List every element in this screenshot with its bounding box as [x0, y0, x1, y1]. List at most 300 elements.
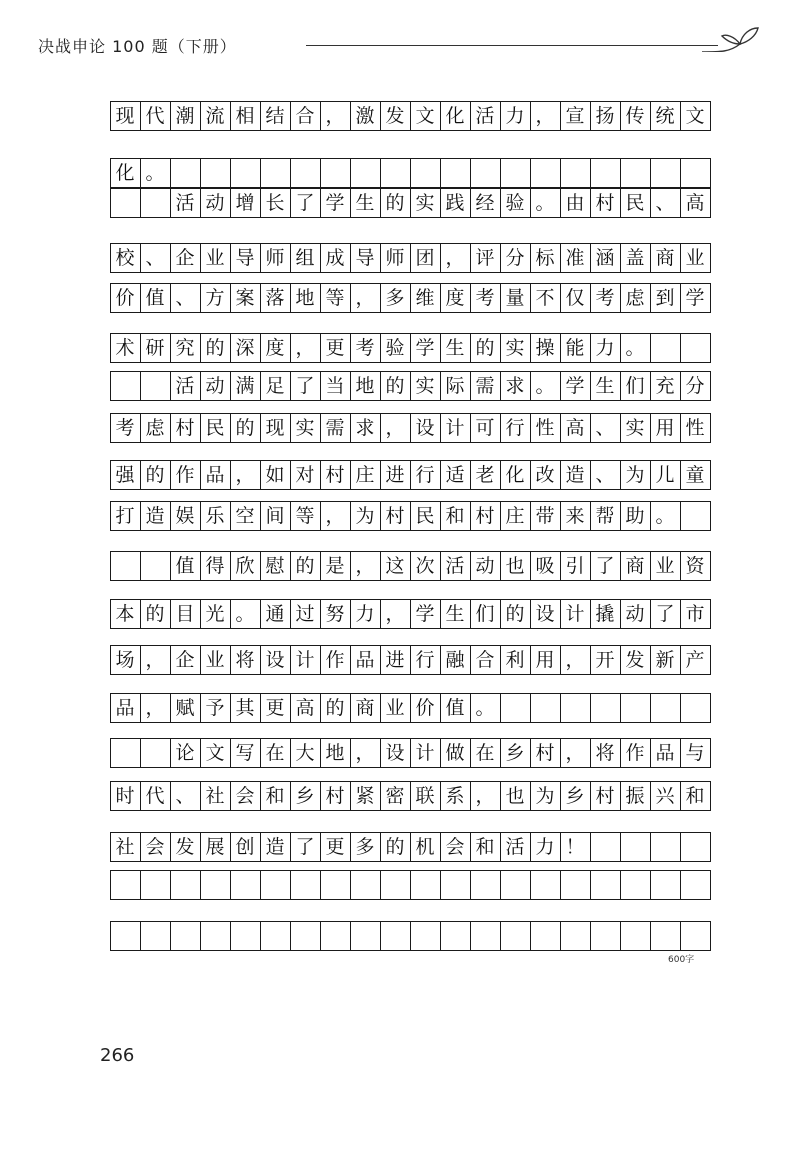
essay-char: 村 — [385, 505, 405, 527]
grid-row — [0, 413, 800, 443]
grid-cell — [230, 158, 261, 188]
essay-char: 价 — [415, 697, 435, 719]
essay-char: 盖 — [625, 247, 645, 269]
essay-char: 、 — [595, 417, 615, 439]
essay-char: 在 — [475, 742, 495, 764]
essay-char: 力 — [535, 836, 555, 858]
essay-char: 撬 — [595, 603, 615, 625]
grid-cell — [440, 921, 471, 951]
essay-char: 的 — [385, 192, 405, 214]
essay-char: 品 — [205, 464, 225, 486]
essay-char: 资 — [685, 555, 705, 577]
essay-char: 。 — [535, 192, 555, 214]
essay-char: 案 — [235, 287, 255, 309]
essay-char: 活 — [475, 105, 495, 127]
grid-cell — [620, 158, 651, 188]
grid-row — [0, 243, 800, 273]
essay-char: 现 — [115, 105, 135, 127]
grid-cell — [650, 693, 681, 723]
essay-char: 的 — [385, 375, 405, 397]
essay-char: 的 — [505, 603, 525, 625]
essay-char: 、 — [595, 464, 615, 486]
word-count-label: 600字 — [668, 955, 695, 965]
grid-cell — [110, 870, 141, 900]
essay-char: 联 — [415, 785, 435, 807]
essay-char: 造 — [565, 464, 585, 486]
essay-char: 商 — [625, 555, 645, 577]
essay-char: 传 — [625, 105, 645, 127]
essay-char: 扬 — [595, 105, 615, 127]
essay-char: 品 — [655, 742, 675, 764]
essay-char: 文 — [415, 105, 435, 127]
grid-cell — [470, 870, 501, 900]
grid-cell — [350, 870, 381, 900]
grid-cell — [590, 832, 621, 862]
essay-char: 了 — [595, 555, 615, 577]
essay-char: 究 — [175, 337, 195, 359]
essay-char: 性 — [535, 417, 555, 439]
essay-char: 村 — [475, 505, 495, 527]
essay-char: 。 — [475, 697, 495, 719]
grid-cell — [620, 832, 651, 862]
grid-cell — [650, 333, 681, 363]
essay-char: 师 — [265, 247, 285, 269]
essay-char: 等 — [325, 287, 345, 309]
essay-char: 间 — [265, 505, 285, 527]
grid-cell — [200, 870, 231, 900]
essay-char: 设 — [265, 649, 285, 671]
essay-char: 生 — [355, 192, 375, 214]
essay-char: 也 — [505, 785, 525, 807]
essay-char: 方 — [205, 287, 225, 309]
essay-char: 流 — [205, 105, 225, 127]
essay-char: 会 — [235, 785, 255, 807]
essay-char: 系 — [445, 785, 465, 807]
essay-char: 学 — [685, 287, 705, 309]
grid-cell — [680, 870, 711, 900]
essay-char: 长 — [265, 192, 285, 214]
essay-char: 研 — [145, 337, 165, 359]
grid-cell — [680, 921, 711, 951]
essay-char: 如 — [265, 464, 285, 486]
essay-char: 实 — [295, 417, 315, 439]
grid-cell — [350, 158, 381, 188]
essay-char — [140, 551, 170, 581]
essay-char: 考 — [595, 287, 615, 309]
essay-char: 、 — [145, 247, 165, 269]
essay-char: 的 — [295, 555, 315, 577]
essay-char — [140, 188, 170, 218]
essay-char: 企 — [175, 649, 195, 671]
essay-char: ， — [235, 464, 255, 486]
essay-char: 的 — [145, 464, 165, 486]
essay-char: 到 — [655, 287, 675, 309]
essay-char: 度 — [265, 337, 285, 359]
essay-char: 学 — [325, 192, 345, 214]
essay-char: 吸 — [535, 555, 555, 577]
essay-char: 更 — [325, 836, 345, 858]
essay-char: 更 — [265, 697, 285, 719]
essay-char: 这 — [385, 555, 405, 577]
grid-cell — [410, 158, 441, 188]
essay-char: 计 — [445, 417, 465, 439]
essay-char: 生 — [445, 337, 465, 359]
essay-char: ， — [145, 697, 165, 719]
grid-cell — [500, 158, 531, 188]
essay-char: 能 — [565, 337, 585, 359]
essay-char: 将 — [595, 742, 615, 764]
essay-char: 、 — [175, 785, 195, 807]
essay-char: 和 — [475, 836, 495, 858]
essay-char: 地 — [325, 742, 345, 764]
essay-char: 设 — [535, 603, 555, 625]
essay-char: ， — [355, 555, 375, 577]
grid-row — [0, 781, 800, 811]
essay-char: 学 — [415, 603, 435, 625]
essay-char: 村 — [535, 742, 555, 764]
essay-char: 通 — [265, 603, 285, 625]
essay-char: 新 — [655, 649, 675, 671]
essay-char: 帮 — [595, 505, 615, 527]
essay-char: 计 — [295, 649, 315, 671]
essay-char: 将 — [235, 649, 255, 671]
essay-char: 增 — [235, 192, 255, 214]
essay-char: 业 — [205, 247, 225, 269]
essay-char: 计 — [415, 742, 435, 764]
essay-char: 力 — [355, 603, 375, 625]
grid-cell — [530, 870, 561, 900]
essay-char: 开 — [595, 649, 615, 671]
essay-char: ， — [475, 785, 495, 807]
essay-char: ， — [445, 247, 465, 269]
essay-char: 在 — [265, 742, 285, 764]
grid-cell — [260, 158, 291, 188]
essay-char — [110, 371, 140, 401]
essay-char: 多 — [385, 287, 405, 309]
essay-char: 校 — [115, 247, 135, 269]
grid-cell — [350, 921, 381, 951]
essay-char: 化 — [115, 162, 135, 184]
essay-char: 虑 — [145, 417, 165, 439]
essay-char — [140, 738, 170, 768]
essay-char: 助 — [625, 505, 645, 527]
essay-char: 欣 — [235, 555, 255, 577]
grid-cell — [230, 921, 261, 951]
essay-char: 评 — [475, 247, 495, 269]
essay-char: 成 — [325, 247, 345, 269]
essay-char: 代 — [145, 785, 165, 807]
page-number: 266 — [100, 1045, 135, 1066]
essay-char: 业 — [655, 555, 675, 577]
essay-char: 次 — [415, 555, 435, 577]
grid-cell — [470, 158, 501, 188]
essay-char: 的 — [325, 697, 345, 719]
essay-char: 践 — [445, 192, 465, 214]
essay-char: 庄 — [505, 505, 525, 527]
grid-row — [0, 101, 800, 131]
grid-cell — [320, 870, 351, 900]
grid-cell — [410, 870, 441, 900]
essay-char: 民 — [415, 505, 435, 527]
grid-cell — [140, 921, 171, 951]
essay-char: 等 — [295, 505, 315, 527]
grid-row — [0, 158, 800, 188]
essay-char: 其 — [235, 697, 255, 719]
grid-row — [0, 188, 800, 218]
essay-char: 用 — [535, 649, 555, 671]
essay-char: 活 — [445, 555, 465, 577]
essay-char: ， — [355, 287, 375, 309]
essay-char: 用 — [655, 417, 675, 439]
essay-char: 团 — [415, 247, 435, 269]
essay-char: 来 — [565, 505, 585, 527]
essay-char: 光 — [205, 603, 225, 625]
essay-char: 本 — [115, 603, 135, 625]
grid-row — [0, 645, 800, 675]
grid-cell — [380, 870, 411, 900]
grid-cell — [320, 158, 351, 188]
essay-char: 为 — [625, 464, 645, 486]
essay-char: 过 — [295, 603, 315, 625]
essay-char: 写 — [235, 742, 255, 764]
essay-char: 化 — [505, 464, 525, 486]
essay-char: 深 — [235, 337, 255, 359]
essay-char: 的 — [205, 337, 225, 359]
essay-char: 学 — [565, 375, 585, 397]
essay-char: 会 — [145, 836, 165, 858]
grid-cell — [590, 158, 621, 188]
essay-char: 兴 — [655, 785, 675, 807]
essay-char: 适 — [445, 464, 465, 486]
essay-char: 社 — [205, 785, 225, 807]
essay-char: 可 — [475, 417, 495, 439]
grid-cell — [590, 693, 621, 723]
essay-char: 作 — [175, 464, 195, 486]
grid-cell — [530, 693, 561, 723]
grid-cell — [260, 870, 291, 900]
essay-char: 量 — [505, 287, 525, 309]
essay-char: 了 — [655, 603, 675, 625]
essay-char: 高 — [565, 417, 585, 439]
essay-char: 。 — [235, 603, 255, 625]
essay-char: 更 — [325, 337, 345, 359]
essay-char: 导 — [235, 247, 255, 269]
essay-char: 标 — [535, 247, 555, 269]
essay-char: 们 — [475, 603, 495, 625]
essay-char: 价 — [115, 287, 135, 309]
grid-cell — [170, 158, 201, 188]
essay-char: 宣 — [565, 105, 585, 127]
grid-cell — [500, 870, 531, 900]
essay-char: 仅 — [565, 287, 585, 309]
essay-char: 融 — [445, 649, 465, 671]
essay-char: 现 — [265, 417, 285, 439]
grid-cell — [440, 158, 471, 188]
essay-char: 的 — [235, 417, 255, 439]
essay-char: 的 — [145, 603, 165, 625]
grid-cell — [590, 921, 621, 951]
essay-char: 力 — [595, 337, 615, 359]
essay-char: 落 — [265, 287, 285, 309]
essay-char: 与 — [685, 742, 705, 764]
essay-char: 维 — [415, 287, 435, 309]
essay-char: 动 — [205, 192, 225, 214]
essay-char: 企 — [175, 247, 195, 269]
grid-cell — [560, 158, 591, 188]
essay-char: ， — [385, 417, 405, 439]
essay-char: 力 — [505, 105, 525, 127]
essay-char: 商 — [655, 247, 675, 269]
essay-char: 实 — [415, 375, 435, 397]
grid-cell — [110, 921, 141, 951]
essay-char: 对 — [295, 464, 315, 486]
grid-cell — [650, 870, 681, 900]
grid-row — [0, 870, 800, 900]
grid-row — [0, 599, 800, 629]
essay-char: 经 — [475, 192, 495, 214]
essay-char: 会 — [445, 836, 465, 858]
grid-row — [0, 283, 800, 313]
essay-char: 多 — [355, 836, 375, 858]
essay-char: 当 — [325, 375, 345, 397]
essay-char: ， — [145, 649, 165, 671]
grid-cell — [500, 921, 531, 951]
essay-char: 实 — [415, 192, 435, 214]
essay-char: 涵 — [595, 247, 615, 269]
essay-char: 进 — [385, 649, 405, 671]
essay-char: ， — [325, 105, 345, 127]
essay-char: 计 — [565, 603, 585, 625]
grid-cell — [290, 921, 321, 951]
essay-char: ， — [565, 742, 585, 764]
grid-cell — [650, 832, 681, 862]
grid-cell — [230, 870, 261, 900]
essay-char: 需 — [475, 375, 495, 397]
essay-char: 作 — [625, 742, 645, 764]
essay-char: 和 — [445, 505, 465, 527]
grid-cell — [530, 158, 561, 188]
grid-cell — [680, 832, 711, 862]
essay-char: 振 — [625, 785, 645, 807]
essay-char: ， — [535, 105, 555, 127]
essay-char: 度 — [445, 287, 465, 309]
essay-char: 际 — [445, 375, 465, 397]
essay-char: 场 — [115, 649, 135, 671]
essay-char: 造 — [145, 505, 165, 527]
essay-char: 打 — [115, 505, 135, 527]
essay-char: 行 — [415, 649, 435, 671]
grid-cell — [200, 921, 231, 951]
essay-char: 激 — [355, 105, 375, 127]
essay-char: 乐 — [205, 505, 225, 527]
grid-cell — [470, 921, 501, 951]
essay-char: 进 — [385, 464, 405, 486]
essay-char: 乡 — [505, 742, 525, 764]
grid-row — [0, 501, 800, 531]
essay-char: 引 — [565, 555, 585, 577]
essay-char: 发 — [175, 836, 195, 858]
grid-row — [0, 371, 800, 401]
grid-cell — [530, 921, 561, 951]
essay-char: 带 — [535, 505, 555, 527]
essay-char: 业 — [205, 649, 225, 671]
essay-char: 设 — [415, 417, 435, 439]
grid-cell — [680, 501, 711, 531]
essay-char: 组 — [295, 247, 315, 269]
essay-char: 品 — [115, 697, 135, 719]
essay-char: 儿 — [655, 464, 675, 486]
essay-char: 统 — [655, 105, 675, 127]
essay-char: ！ — [565, 836, 585, 858]
essay-char: 分 — [685, 375, 705, 397]
grid-cell — [560, 921, 591, 951]
essay-char: 合 — [475, 649, 495, 671]
essay-char: 不 — [535, 287, 555, 309]
essay-char: 创 — [235, 836, 255, 858]
essay-char: 密 — [385, 785, 405, 807]
grid-cell — [620, 870, 651, 900]
essay-char: 村 — [325, 464, 345, 486]
essay-char — [110, 738, 140, 768]
grid-cell — [290, 870, 321, 900]
essay-char: 、 — [655, 192, 675, 214]
grid-cell — [500, 693, 531, 723]
essay-char: 动 — [475, 555, 495, 577]
grid-cell — [320, 921, 351, 951]
essay-char: 相 — [235, 105, 255, 127]
essay-char: 考 — [475, 287, 495, 309]
essay-char: 改 — [535, 464, 555, 486]
essay-char: 机 — [415, 836, 435, 858]
essay-char: 地 — [355, 375, 375, 397]
essay-char: 。 — [655, 505, 675, 527]
essay-char: 化 — [445, 105, 465, 127]
essay-char: 展 — [205, 836, 225, 858]
essay-char: 论 — [175, 742, 195, 764]
essay-char: 由 — [565, 192, 585, 214]
essay-char: 村 — [175, 417, 195, 439]
book-title: 决战申论 100 题（下册） — [38, 37, 237, 56]
essay-char: 作 — [325, 649, 345, 671]
essay-char — [110, 188, 140, 218]
grid-row — [0, 551, 800, 581]
essay-char: 高 — [295, 697, 315, 719]
grid-row — [0, 738, 800, 768]
grid-cell — [410, 921, 441, 951]
essay-char: 。 — [145, 162, 165, 184]
essay-char: 和 — [265, 785, 285, 807]
essay-char: 准 — [565, 247, 585, 269]
essay-char: 民 — [205, 417, 225, 439]
grid-row — [0, 460, 800, 490]
essay-char: 和 — [685, 785, 705, 807]
essay-char: 生 — [445, 603, 465, 625]
grid-cell — [560, 693, 591, 723]
essay-char — [110, 551, 140, 581]
grid-cell — [590, 870, 621, 900]
essay-char: 动 — [625, 603, 645, 625]
essay-char: 市 — [685, 603, 705, 625]
essay-char: 为 — [355, 505, 375, 527]
essay-char: 行 — [415, 464, 435, 486]
essay-char: 的 — [385, 836, 405, 858]
essay-char: 时 — [115, 785, 135, 807]
essay-char: 了 — [295, 192, 315, 214]
essay-char: 业 — [685, 247, 705, 269]
essay-char: 验 — [505, 192, 525, 214]
essay-char: 社 — [115, 836, 135, 858]
essay-char: 学 — [415, 337, 435, 359]
